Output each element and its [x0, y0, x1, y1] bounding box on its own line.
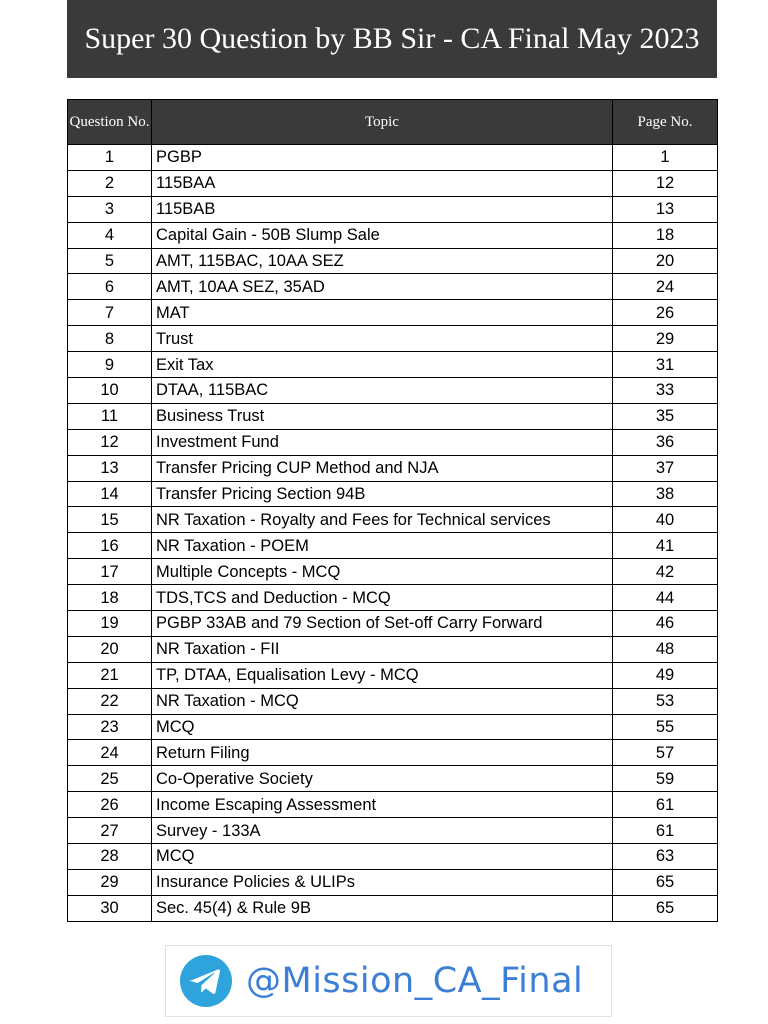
question-number: 12: [68, 429, 152, 455]
page-number: 1: [613, 145, 718, 171]
topic-cell: PGBP 33AB and 79 Section of Set-off Carry Forward: [152, 611, 613, 637]
table-row: [68, 869, 718, 895]
topic-cell: Insurance Policies & ULIPs: [152, 869, 613, 895]
topic-cell: Co-Operative Society: [152, 766, 613, 792]
topic-cell: TDS,TCS and Deduction - MCQ: [152, 585, 613, 611]
page-number: 24: [613, 274, 718, 300]
topic-cell: AMT, 10AA SEZ, 35AD: [152, 274, 613, 300]
topic-cell: Return Filing: [152, 740, 613, 766]
page-number: 26: [613, 300, 718, 326]
topic-cell: Income Escaping Assessment: [152, 792, 613, 818]
table-row: [68, 429, 718, 455]
topic-cell: Sec. 45(4) & Rule 9B: [152, 895, 613, 921]
question-number: 26: [68, 792, 152, 818]
table-row: [68, 326, 718, 352]
page-number: 46: [613, 611, 718, 637]
page-number: 63: [613, 844, 718, 870]
topic-cell: PGBP: [152, 145, 613, 171]
page-number: 33: [613, 378, 718, 404]
topic-cell: Trust: [152, 326, 613, 352]
topic-cell: 115BAB: [152, 196, 613, 222]
question-number: 28: [68, 844, 152, 870]
table-row: [68, 533, 718, 559]
question-number: 11: [68, 403, 152, 429]
topic-cell: MCQ: [152, 714, 613, 740]
question-number: 21: [68, 662, 152, 688]
topic-cell: Transfer Pricing CUP Method and NJA: [152, 455, 613, 481]
page-number: 13: [613, 196, 718, 222]
topic-cell: NR Taxation - POEM: [152, 533, 613, 559]
question-number: 14: [68, 481, 152, 507]
question-number: 13: [68, 455, 152, 481]
question-number: 2: [68, 170, 152, 196]
question-number: 30: [68, 895, 152, 921]
table-row: [68, 662, 718, 688]
topic-cell: DTAA, 115BAC: [152, 378, 613, 404]
question-number: 22: [68, 688, 152, 714]
header-topic: Topic: [152, 100, 613, 145]
table-row: [68, 844, 718, 870]
page-number: 35: [613, 403, 718, 429]
table-row: [68, 352, 718, 378]
page-number: 61: [613, 792, 718, 818]
topic-cell: Exit Tax: [152, 352, 613, 378]
table-row: [68, 818, 718, 844]
question-number: 9: [68, 352, 152, 378]
header-page-no: Page No.: [613, 100, 718, 145]
topic-cell: MCQ: [152, 844, 613, 870]
question-number: 10: [68, 378, 152, 404]
topic-cell: TP, DTAA, Equalisation Levy - MCQ: [152, 662, 613, 688]
table-row: [68, 636, 718, 662]
header-question-no: Question No.: [68, 100, 152, 145]
question-number: 24: [68, 740, 152, 766]
question-number: 17: [68, 559, 152, 585]
topic-cell: Multiple Concepts - MCQ: [152, 559, 613, 585]
table-row: [68, 481, 718, 507]
page-number: 18: [613, 222, 718, 248]
table-row: [68, 766, 718, 792]
question-number: 15: [68, 507, 152, 533]
page-title: Super 30 Question by BB Sir - CA Final May 2023: [67, 0, 717, 78]
table-row: [68, 248, 718, 274]
page-number: 59: [613, 766, 718, 792]
table-row: [68, 688, 718, 714]
page-number: 36: [613, 429, 718, 455]
table-row: [68, 378, 718, 404]
table-header-row: [68, 100, 718, 145]
table-row: [68, 196, 718, 222]
telegram-handle: @Mission_CA_Final: [246, 961, 584, 1001]
page-number: 38: [613, 481, 718, 507]
question-number: 19: [68, 611, 152, 637]
page-number: 41: [613, 533, 718, 559]
page-number: 57: [613, 740, 718, 766]
question-number: 16: [68, 533, 152, 559]
page-number: 44: [613, 585, 718, 611]
table-row: [68, 455, 718, 481]
question-number: 27: [68, 818, 152, 844]
topic-cell: Transfer Pricing Section 94B: [152, 481, 613, 507]
question-number: 25: [68, 766, 152, 792]
table-row: [68, 792, 718, 818]
question-number: 1: [68, 145, 152, 171]
topic-cell: Investment Fund: [152, 429, 613, 455]
question-number: 3: [68, 196, 152, 222]
page-number: 42: [613, 559, 718, 585]
page-number: 65: [613, 895, 718, 921]
topic-cell: NR Taxation - FII: [152, 636, 613, 662]
question-number: 20: [68, 636, 152, 662]
topic-cell: Business Trust: [152, 403, 613, 429]
page-number: 48: [613, 636, 718, 662]
page-number: 29: [613, 326, 718, 352]
topic-cell: MAT: [152, 300, 613, 326]
page-number: 31: [613, 352, 718, 378]
contents-table: [67, 99, 718, 922]
question-number: 4: [68, 222, 152, 248]
topic-cell: NR Taxation - MCQ: [152, 688, 613, 714]
topic-cell: Capital Gain - 50B Slump Sale: [152, 222, 613, 248]
page-number: 49: [613, 662, 718, 688]
question-number: 29: [68, 869, 152, 895]
question-number: 8: [68, 326, 152, 352]
table-row: [68, 740, 718, 766]
page-number: 20: [613, 248, 718, 274]
question-number: 6: [68, 274, 152, 300]
question-number: 7: [68, 300, 152, 326]
table-row: [68, 170, 718, 196]
table-row: [68, 895, 718, 921]
topic-cell: NR Taxation - Royalty and Fees for Technical services: [152, 507, 613, 533]
topic-cell: AMT, 115BAC, 10AA SEZ: [152, 248, 613, 274]
telegram-promo[interactable]: [165, 945, 612, 1017]
table-row: [68, 507, 718, 533]
page-number: 37: [613, 455, 718, 481]
table-body: [68, 145, 718, 922]
page-number: 40: [613, 507, 718, 533]
table-row: [68, 585, 718, 611]
topic-cell: Survey - 133A: [152, 818, 613, 844]
table-row: [68, 222, 718, 248]
table-row: [68, 403, 718, 429]
table-row: [68, 145, 718, 171]
page-number: 65: [613, 869, 718, 895]
telegram-icon: [180, 955, 232, 1007]
question-number: 18: [68, 585, 152, 611]
page-number: 61: [613, 818, 718, 844]
table-row: [68, 559, 718, 585]
page-number: 12: [613, 170, 718, 196]
table-row: [68, 611, 718, 637]
table-row: [68, 274, 718, 300]
question-number: 23: [68, 714, 152, 740]
table-row: [68, 714, 718, 740]
page-number: 55: [613, 714, 718, 740]
table-row: [68, 300, 718, 326]
question-number: 5: [68, 248, 152, 274]
topic-cell: 115BAA: [152, 170, 613, 196]
page-number: 53: [613, 688, 718, 714]
